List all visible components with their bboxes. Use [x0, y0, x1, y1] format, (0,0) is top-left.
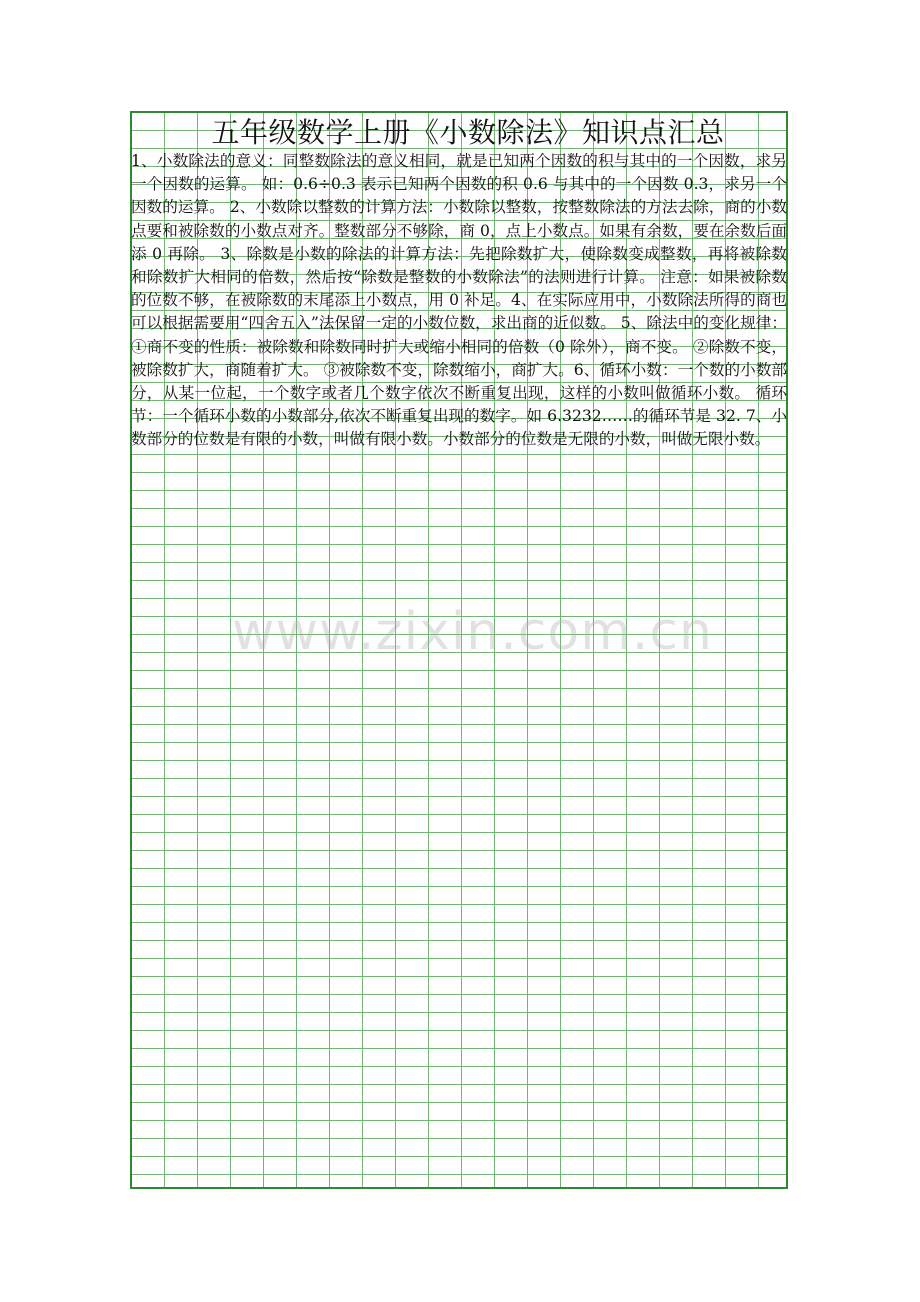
document-body: 1、小数除法的意义：同整数除法的意义相同，就是已知两个因数的积与其中的一个因数，求另一个因数的运算。 如：0.6÷0.3 表示已知两个因数的积 0.6 与其中的一个因数 0.3，求另一个因数的运算。 2、小数除以整数的计算方法：小数除以整数，按整数除法的方法去除，商的小数点要和被除数的小数点对齐。整数部分不够除，商 0，点上小数点。如果有余数，要在余数后面添 0 再除。 3、除数是小数的除法的计算方法：先把除数扩大，使除数变成整数，再将被除数和除数扩大相同的倍数，然后按“除数是整数的小数除法”的法则进行计算。 注意：如果被除数的位数不够，在被除数的末尾添上小数点，用 0 补足。4、在实际应用中，小数除法所得的商也可以根据需要用“四舍五入”法保留一定的小数位数，求出商的近似数。 5、除法中的变化规律： ①商不变的性质：被除数和除数同时扩大或缩小相同的倍数（0 除外），商不变。 ②除数不变，被除数扩大，商随着扩大。 ③被除数不变，除数缩小，商扩大。6、循环小数：一个数的小数部分，从某一位起，一个数字或者几个数字依次不断重复出现，这样的小数叫做循环小数。 循环节：一个循环小数的小数部分,依次不断重复出现的数字。如 6.3232……的循环节是 32. 7、小数部分的位数是有限的小数，叫做有限小数。小数部分的位数是无限的小数，叫做无限小数。 [131, 152, 787, 449]
watermark: www.zixin.com.cn [232, 602, 713, 662]
document-title: 五年级数学上册《小数除法》知识点汇总 [211, 116, 725, 149]
